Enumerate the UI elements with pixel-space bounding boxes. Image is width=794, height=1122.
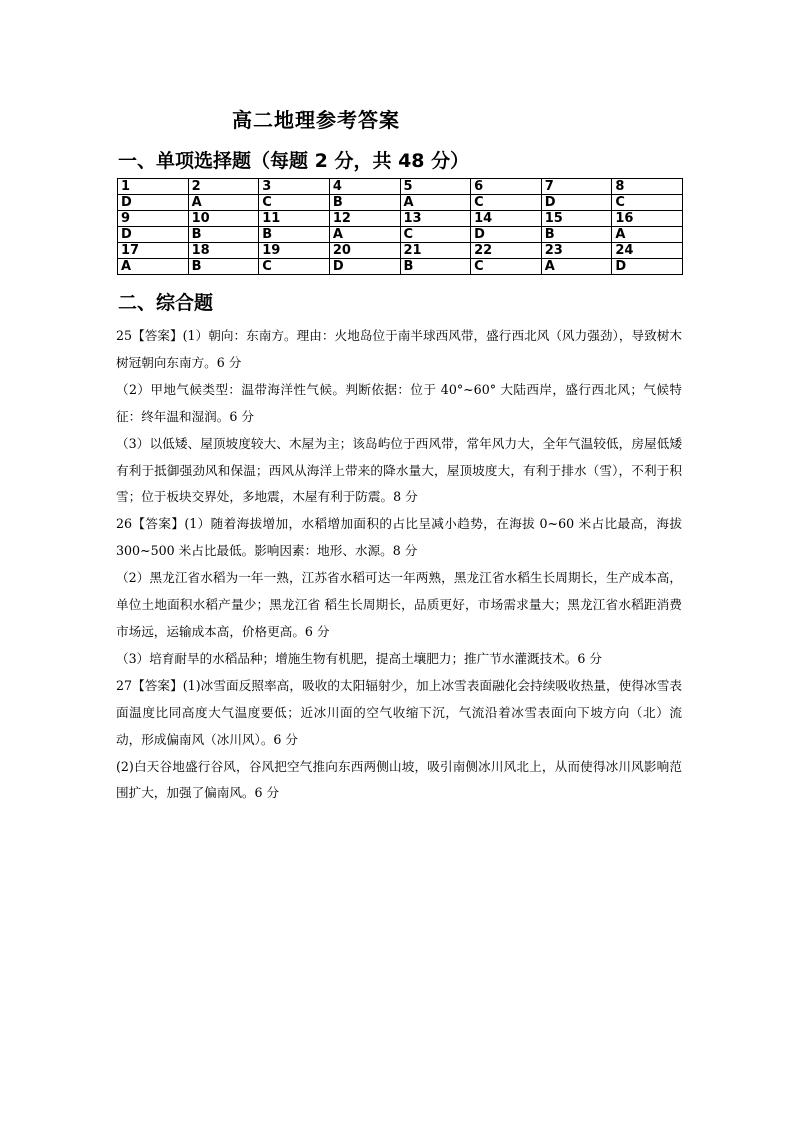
table-cell: C — [259, 195, 330, 211]
table-cell: C — [400, 227, 471, 243]
table-cell: 10 — [188, 211, 259, 227]
table-cell: B — [188, 227, 259, 243]
table-cell: 3 — [259, 179, 330, 195]
answer-paragraph: (2)白天谷地盛行谷风，谷风把空气推向东西两侧山坡，吸引南侧冰川风北上，从而使得冰川风影响范围扩大，加强了偏南风。6 分 — [116, 758, 682, 801]
table-cell: A — [612, 227, 683, 243]
table-cell: 23 — [541, 243, 612, 259]
table-cell: D — [541, 195, 612, 211]
table-cell: A — [118, 259, 189, 275]
table-cell: B — [259, 227, 330, 243]
table-cell: 15 — [541, 211, 612, 227]
answer-key-row — [118, 227, 683, 243]
answer-paragraph: （3）以低矮、屋顶坡度较大、木屋为主；该岛屿位于西风带，常年风力大，全年气温较低，房屋低矮有利于抵御强劲风和保温；西风从海洋上带来的降水量大，屋顶坡度大，有利于排水（雪），不利于积雪；位于板块交界处，多地震，木屋有利于防震。8 分 — [116, 435, 682, 505]
table-cell: D — [118, 195, 189, 211]
answer-paragraph: （2）黑龙江省水稻为一年一熟，江苏省水稻可达一年两熟，黑龙江省水稻生长周期长，生产成本高，单位土地面积水稻产量少；黑龙江省 稻生长周期长，品质更好，市场需求量大；黑龙江省水稻距消费市场远，运输成本高，价格更高。6 分 — [116, 570, 682, 639]
table-cell: A — [541, 259, 612, 275]
table-cell: 18 — [188, 243, 259, 259]
table-cell: 14 — [471, 211, 542, 227]
table-cell: D — [118, 227, 189, 243]
table-cell: B — [329, 195, 400, 211]
table-cell: 5 — [400, 179, 471, 195]
table-cell: A — [329, 227, 400, 243]
answer-paragraph: 25【答案】(1）朝向：东南方。理由：火地岛位于南半球西风带，盛行西北风（风力强劲），导致树木树冠朝向东南方。6 分 — [116, 328, 682, 370]
answer-key-row — [118, 195, 683, 211]
table-cell: C — [612, 195, 683, 211]
table-cell: B — [400, 259, 471, 275]
table-cell: 1 — [118, 179, 189, 195]
table-cell: 22 — [471, 243, 542, 259]
table-cell: D — [612, 259, 683, 275]
answer-paragraph: 26【答案】(1）随着海拔增加，水稻增加面积的占比呈减小趋势，在海拔 0~60 米占比最高，海拔 300~500 米占比最低。影响因素：地形、水源。8 分 — [116, 516, 682, 559]
section-heading-comprehensive: 二、综合题 — [118, 292, 214, 314]
question-number-row — [118, 179, 683, 195]
table-cell: C — [471, 259, 542, 275]
table-cell: 20 — [329, 243, 400, 259]
table-cell: A — [400, 195, 471, 211]
table-cell: A — [188, 195, 259, 211]
table-cell: 17 — [118, 243, 189, 259]
table-cell: 19 — [259, 243, 330, 259]
table-cell: 16 — [612, 211, 683, 227]
table-cell: 2 — [188, 179, 259, 195]
table-cell: 21 — [400, 243, 471, 259]
table-cell: D — [471, 227, 542, 243]
table-cell: 9 — [118, 211, 189, 227]
question-number-row — [118, 211, 683, 227]
table-cell: C — [259, 259, 330, 275]
table-cell: 11 — [259, 211, 330, 227]
table-cell: 4 — [329, 179, 400, 195]
page-title: 高二地理参考答案 — [232, 108, 400, 132]
table-cell: 8 — [612, 179, 683, 195]
table-cell: 7 — [541, 179, 612, 195]
table-cell: B — [541, 227, 612, 243]
answer-paragraph: （3）培育耐旱的水稻品种；增施生物有机肥，提高土壤肥力；推广节水灌溉技术。6 分 — [116, 650, 602, 666]
table-cell: C — [471, 195, 542, 211]
question-number-row — [118, 243, 683, 259]
answer-key-row — [118, 259, 683, 275]
table-cell: B — [188, 259, 259, 275]
answer-paragraphs — [116, 323, 682, 807]
table-cell: 6 — [471, 179, 542, 195]
answer-paragraph: （2）甲地气候类型：温带海洋性气候。判断依据：位于 40°~60° 大陆西岸，盛行西北风；气候特征：终年温和湿润。6 分 — [116, 381, 682, 424]
table-cell: D — [329, 259, 400, 275]
table-cell: 12 — [329, 211, 400, 227]
table-cell: 13 — [400, 211, 471, 227]
section-heading-choice: 一、单项选择题（每题 2 分，共 48 分） — [118, 150, 470, 172]
answer-table — [117, 178, 683, 275]
answer-paragraph: 27【答案】(1)冰雪面反照率高，吸收的太阳辐射少，加上冰雪表面融化会持续吸收热量，使得冰雪表面温度比同高度大气温度要低；近冰川面的空气收缩下沉，气流沿着冰雪表面向下坡方向（北）流动，形成偏南风（冰川风）。6 分 — [116, 677, 682, 747]
table-cell: 24 — [612, 243, 683, 259]
